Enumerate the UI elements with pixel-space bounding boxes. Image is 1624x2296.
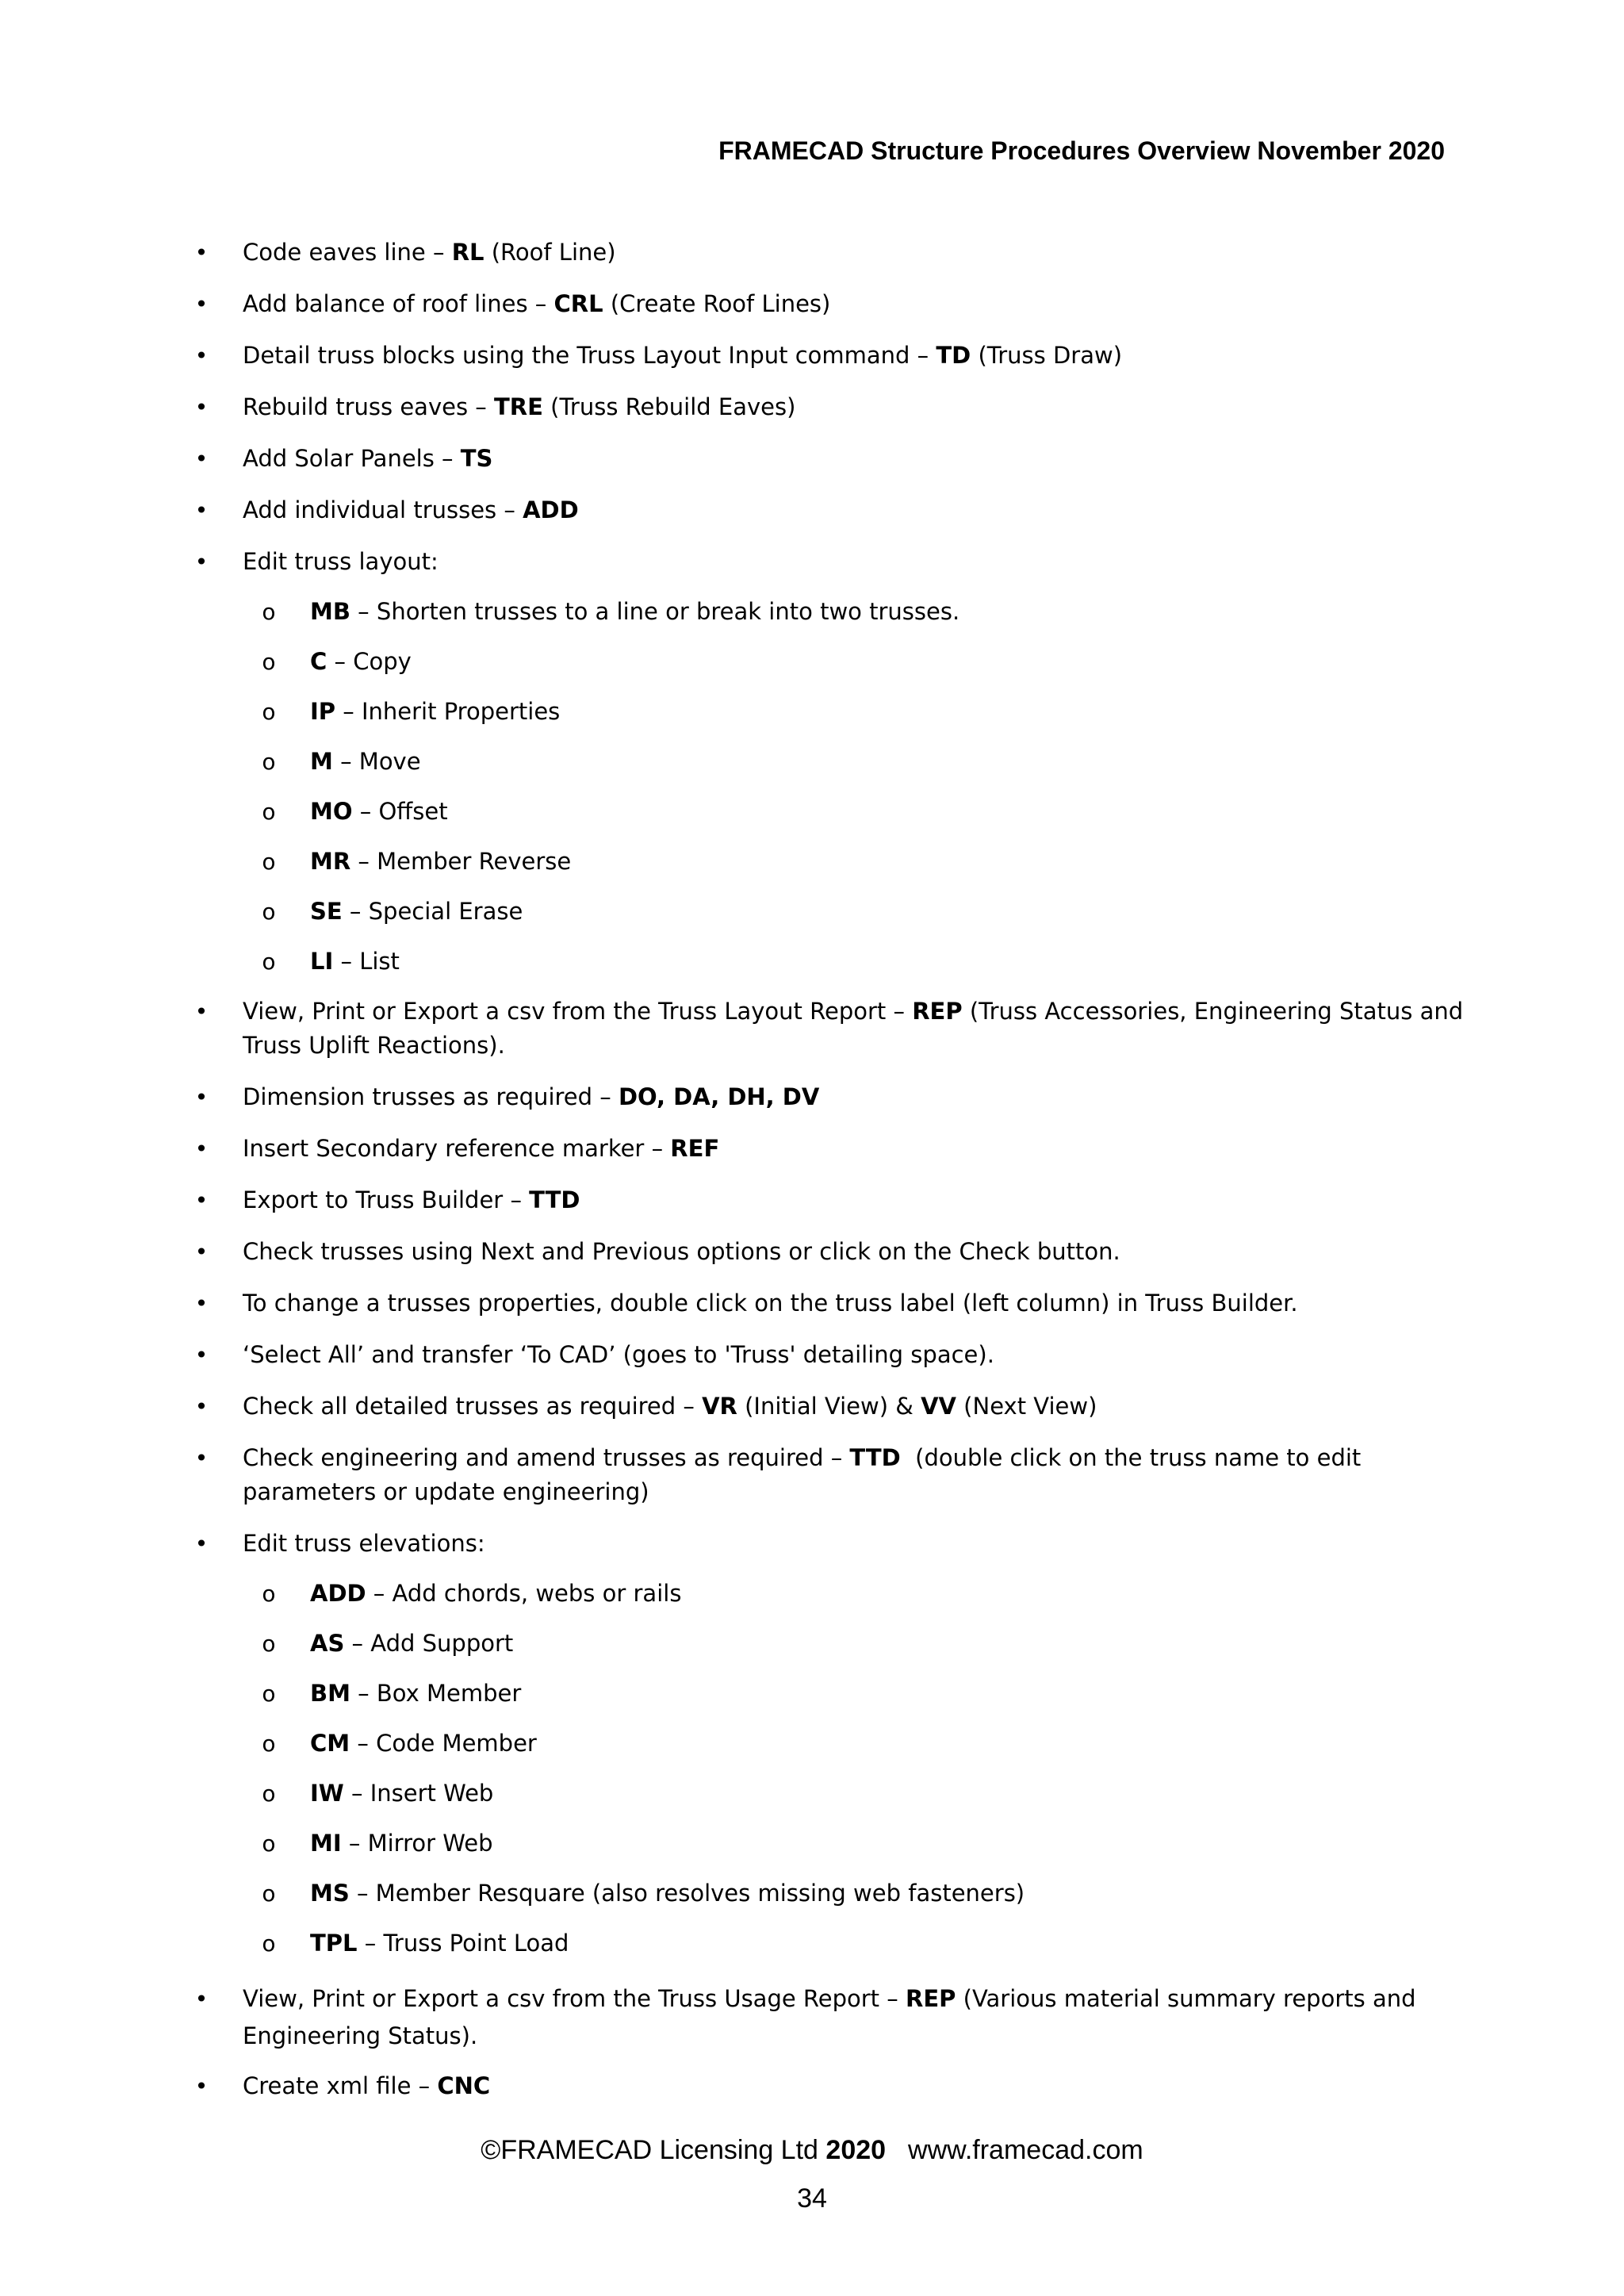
sub-bullet: o (262, 599, 276, 625)
bullet: • (194, 1393, 209, 1420)
sub-list-item: o C – Copy (310, 645, 1420, 679)
list-item: • ‘Select All’ and transfer ‘To CAD’ (goes to 'Truss' detailing space). (243, 1338, 1464, 1372)
command-code: M (310, 748, 333, 775)
command-code: AS (310, 1630, 345, 1657)
command-code: MR (310, 848, 351, 875)
command-code: MS (310, 1880, 350, 1907)
command-code: VR (702, 1393, 737, 1420)
sub-bullet: o (262, 1631, 276, 1657)
sub-list-item: o ADD – Add chords, webs or rails (310, 1577, 1420, 1611)
bullet: • (194, 240, 209, 266)
bullet: • (194, 1342, 209, 1368)
command-code: TS (460, 445, 493, 472)
command-code: ADD (310, 1580, 366, 1607)
sub-list-item: o AS – Add Support (310, 1627, 1420, 1661)
command-code: IP (310, 698, 336, 725)
sub-bullet: o (262, 699, 276, 725)
list-item: • Code eaves line – RL (Roof Line) (243, 236, 1464, 270)
list-item: • Add individual trusses – ADD (243, 493, 1464, 527)
command-code: TRE (494, 393, 543, 420)
command-code: TTD (529, 1186, 580, 1213)
sub-list-item: o SE – Special Erase (310, 895, 1420, 929)
command-code: REP (906, 1985, 956, 2012)
sub-bullet: o (262, 849, 276, 875)
command-code: CM (310, 1730, 350, 1757)
bullet: • (194, 1187, 209, 1213)
sub-bullet: o (262, 1731, 276, 1757)
command-code: LI (310, 948, 334, 975)
list-item: • Add balance of roof lines – CRL (Create Roof Lines) (243, 287, 1464, 321)
sub-list-item: o TPL – Truss Point Load (310, 1926, 1420, 1961)
bullet: • (194, 1531, 209, 1557)
list-item: • Check engineering and amend trusses as required – TTD (double click on the truss name to edit parameters or update engineering) (243, 1441, 1464, 1509)
command-code: ADD (523, 496, 579, 523)
bullet: • (194, 446, 209, 472)
list-item: • View, Print or Export a csv from the Truss Layout Report – REP (Truss Accessories, Engineering Status and Truss Uplift Reactions). (243, 995, 1464, 1063)
bullet: • (194, 2073, 209, 2099)
sub-bullet: o (262, 949, 276, 975)
command-code: DO, DA, DH, DV (618, 1083, 820, 1110)
command-code: VV (921, 1393, 956, 1420)
list-item: • Check all detailed trusses as required – VR (Initial View) & VV (Next View) (243, 1389, 1464, 1424)
bullet: • (194, 1986, 209, 2012)
bullet: • (194, 999, 209, 1025)
command-code: MI (310, 1830, 342, 1857)
sub-list-item: o MI – Mirror Web (310, 1826, 1420, 1861)
sub-list-item: o MS – Member Resquare (also resolves missing web fasteners) (310, 1876, 1420, 1911)
command-code: TD (936, 342, 971, 369)
list-item: • Edit truss elevations: (243, 1527, 1464, 1561)
sub-list-item: o MR – Member Reverse (310, 845, 1420, 879)
bullet: • (194, 1290, 209, 1317)
bullet: • (194, 549, 209, 575)
list-item: • Edit truss layout: (243, 545, 1464, 579)
bullet: • (194, 497, 209, 523)
command-code: TTD (849, 1444, 901, 1471)
page-footer (0, 2133, 1624, 2168)
sub-list-item: o M – Move (310, 745, 1420, 779)
command-code: TPL (310, 1930, 358, 1957)
command-code: MB (310, 598, 350, 625)
list-item: • Check trusses using Next and Previous options or click on the Check button. (243, 1235, 1464, 1269)
page-header-title: FRAMECAD Structure Procedures Overview November 2020 (718, 136, 1445, 165)
copyright-year: 2020 (825, 2135, 887, 2165)
sub-bullet: o (262, 899, 276, 925)
bullet: • (194, 1136, 209, 1162)
sub-list-item: o IW – Insert Web (310, 1777, 1420, 1811)
sub-list-item: o MO – Offset (310, 795, 1420, 829)
sub-list-item: o MB – Shorten trusses to a line or break into two trusses. (310, 595, 1420, 629)
bullet: • (194, 291, 209, 317)
list-item: • Insert Secondary reference marker – REF (243, 1132, 1464, 1166)
command-code: CNC (437, 2072, 491, 2099)
bullet: • (194, 1239, 209, 1265)
command-code: C (310, 648, 327, 675)
bullet: • (194, 1445, 209, 1471)
bullet: • (194, 343, 209, 369)
command-code: CRL (553, 290, 603, 317)
sub-bullet: o (262, 749, 276, 775)
sub-bullet: o (262, 1880, 276, 1907)
command-code: RL (451, 239, 485, 266)
website-link[interactable]: www.framecad.com (908, 2135, 1143, 2165)
list-item: • Create xml file – CNC (243, 2069, 1464, 2103)
list-item: • Detail truss blocks using the Truss Layout Input command – TD (Truss Draw) (243, 339, 1464, 373)
list-item: • Add Solar Panels – TS (243, 442, 1464, 476)
sub-bullet: o (262, 1681, 276, 1707)
bullet: • (194, 394, 209, 420)
command-code: SE (310, 898, 343, 925)
command-code: MO (310, 798, 353, 825)
list-item: • Rebuild truss eaves – TRE (Truss Rebuild Eaves) (243, 390, 1464, 424)
copyright-text: ©FRAMECAD Licensing Ltd (481, 2135, 818, 2165)
sub-bullet: o (262, 1780, 276, 1807)
sub-bullet: o (262, 1581, 276, 1607)
sub-bullet: o (262, 649, 276, 675)
sub-bullet: o (262, 1830, 276, 1857)
sub-list-item: o CM – Code Member (310, 1727, 1420, 1761)
page-number: 34 (797, 2183, 827, 2214)
command-code: REP (912, 998, 963, 1025)
command-code: BM (310, 1680, 350, 1707)
list-item: • Dimension trusses as required – DO, DA, DH, DV (243, 1080, 1464, 1114)
bullet: • (194, 1084, 209, 1110)
command-code: REF (670, 1135, 720, 1162)
list-item: • View, Print or Export a csv from the Truss Usage Report – REP (Various material summary reports and Engineering Status). (243, 1980, 1464, 2055)
sub-bullet: o (262, 799, 276, 825)
sub-list-item: o IP – Inherit Properties (310, 695, 1420, 729)
list-item: • Export to Truss Builder – TTD (243, 1183, 1464, 1217)
sub-bullet: o (262, 1930, 276, 1957)
command-code: IW (310, 1780, 344, 1807)
sub-list-item: o BM – Box Member (310, 1677, 1420, 1711)
sub-list-item: o LI – List (310, 945, 1420, 979)
list-item: • To change a trusses properties, double click on the truss label (left column) in Truss Builder. (243, 1286, 1464, 1320)
